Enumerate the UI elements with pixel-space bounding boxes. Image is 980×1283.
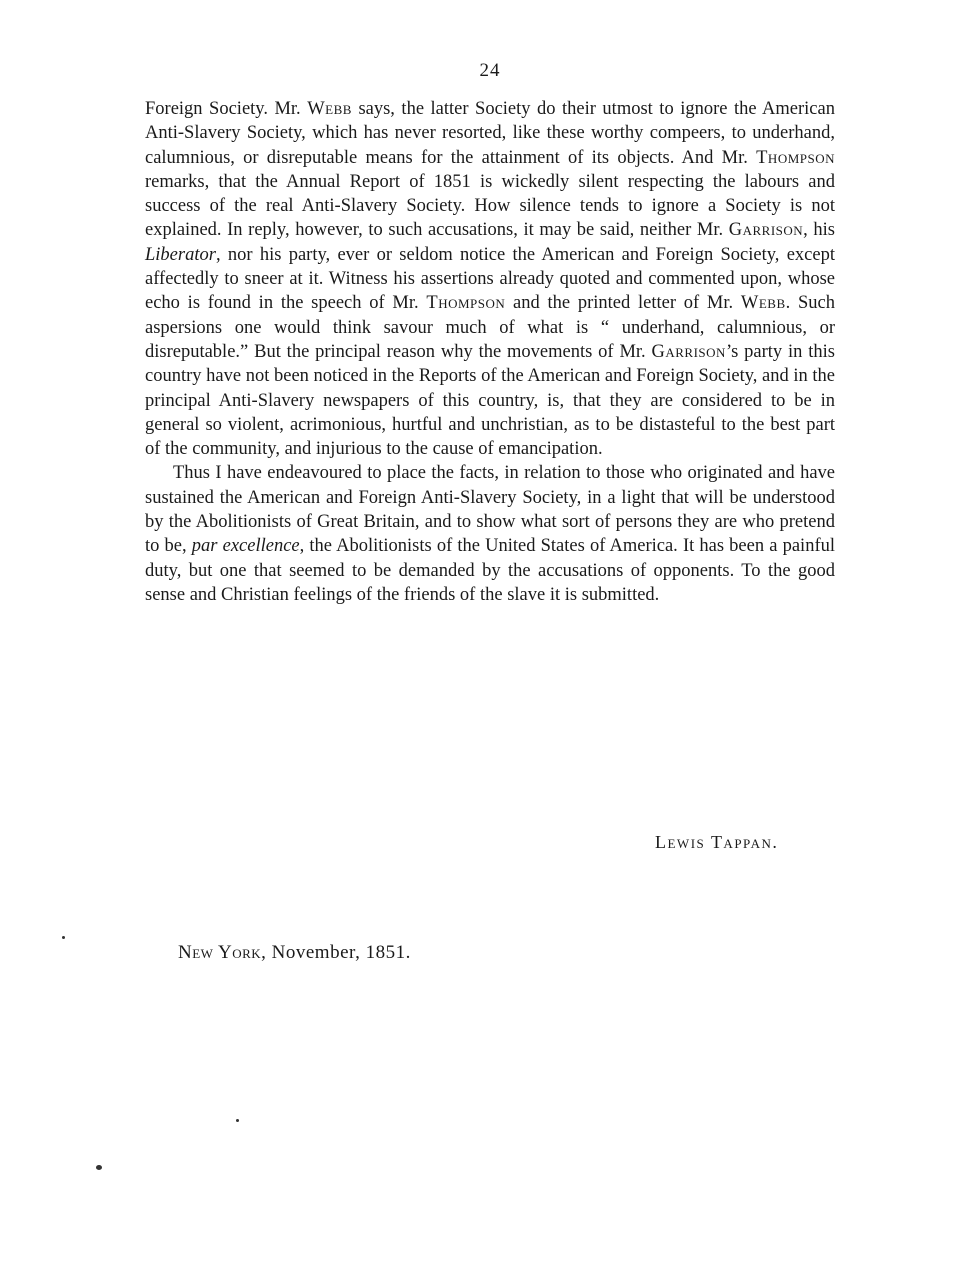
name-thompson: Thompson xyxy=(756,147,835,168)
italic-phrase: par excellence xyxy=(191,536,300,557)
dateline-date: , November, 1851. xyxy=(261,942,411,963)
text-run: says, the latter Society do their utmost to ignore the American Anti-Slavery Society, which has never resorted, like these worthy compeers, to underhand, calumnious, or disreputable means for the attainment of its objects. And Mr. xyxy=(145,99,835,168)
body-text xyxy=(145,97,835,607)
dateline-place: New York xyxy=(178,942,262,963)
text-run: , nor his party, ever or seldom notice the American and Foreign Society, except affectedly to sneer at it. Witness his assertions already quoted and commented upon, whose echo is found in the speech of Mr. xyxy=(145,244,835,314)
ink-speck xyxy=(96,1165,102,1170)
name-webb: Webb xyxy=(307,99,352,119)
paragraph xyxy=(145,97,835,461)
text-run: remarks, that the Annual Report of 1851 is wickedly silent respecting the labours and success of the real Anti-Slavery Society. How silence tends to ignore a Society is not explained. In reply, however, to such accusations, it may be said, neither Mr. xyxy=(145,171,835,241)
text-run: Thus I have endeavoured to place the facts, in relation to those who originated and have sustained the American and Foreign Anti-Slavery Society, in a light that will be understood by the Abolitionists of Great Britain, and to show what sort of persons they are who pretend to be, xyxy=(145,463,835,557)
signature: Lewis Tappan. xyxy=(655,832,779,852)
name-thompson: Thompson xyxy=(426,293,506,314)
ink-speck xyxy=(62,936,65,939)
text-run: ’s party in this country have not been noticed in the Reports of the American and Foreign Society, and in the principal Anti-Slavery newspapers of this country, is, that they are considered to be in general so violent, acrimonious, hurtful and unchristian, as to be distasteful to the best part of the community, and injurious to the cause of emancipation. xyxy=(145,341,835,460)
name-garrison: Garrison xyxy=(728,220,804,241)
name-garrison: Garrison xyxy=(651,341,726,362)
paragraph xyxy=(145,461,835,607)
text-run: and the printed letter of Mr. xyxy=(505,293,741,314)
text-run: , the Abolitionists of the United States of America. It has been a painful duty, but one that seemed to be demanded by the accusations of opponents. To the good sense and Christian feelings of the friends of the slave it is submitted. xyxy=(145,536,835,605)
page-number: 24 xyxy=(479,60,501,81)
dateline xyxy=(178,942,411,964)
ink-speck xyxy=(236,1119,239,1122)
text-run: . Such aspersions one would think savour much of what is “ underhand, calumnious, or disreputable.” But the principal reason why the movements of Mr. xyxy=(145,293,836,362)
text-run: , his xyxy=(803,220,835,241)
name-webb: Webb xyxy=(740,293,786,314)
publication-title: Liberator xyxy=(145,244,216,265)
text-run: Foreign Society. Mr. xyxy=(145,99,308,119)
